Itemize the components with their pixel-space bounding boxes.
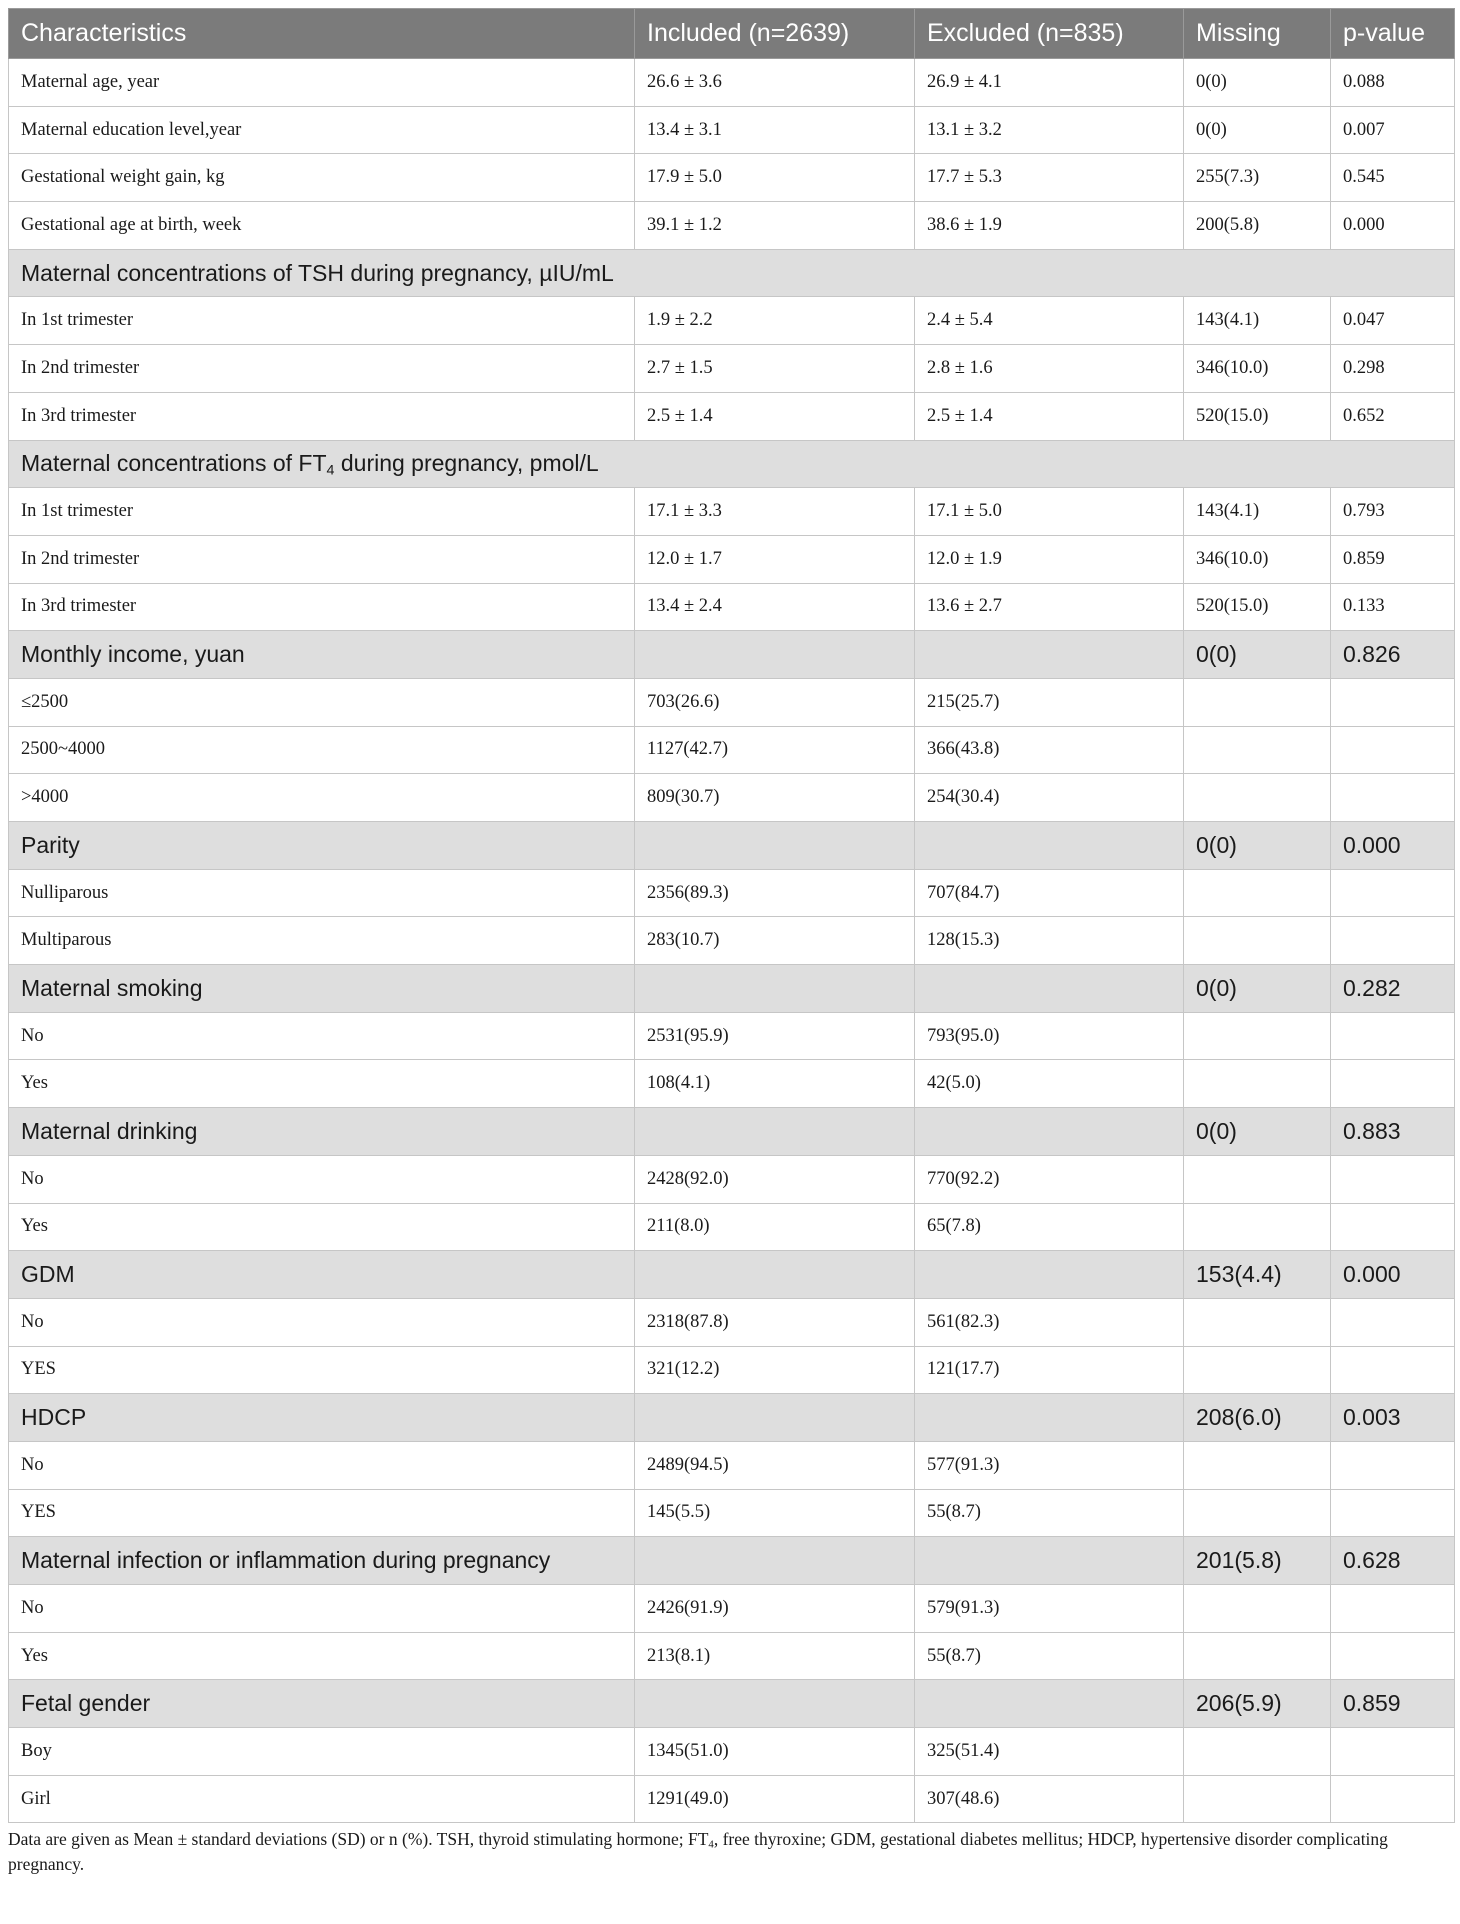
table-header-row bbox=[9, 9, 1455, 59]
cell-p-value bbox=[1331, 678, 1455, 726]
cell-excluded: 325(51.4) bbox=[915, 1728, 1184, 1776]
cell-excluded: 13.1 ± 3.2 bbox=[915, 106, 1184, 154]
cell-included bbox=[635, 1108, 915, 1156]
cell-p-value bbox=[1331, 774, 1455, 822]
cell-p-value: 0.000 bbox=[1331, 822, 1455, 870]
cell-excluded bbox=[915, 822, 1184, 870]
section-row bbox=[9, 440, 1455, 488]
cell-included bbox=[635, 1251, 915, 1299]
cell-p-value bbox=[1331, 1346, 1455, 1394]
footnote-text: Data are given as Mean ± standard deviations (SD) or n (%). TSH, thyroid stimulating hormone; FT bbox=[8, 1829, 709, 1850]
table-row bbox=[9, 1060, 1455, 1108]
cell-p-value bbox=[1331, 1203, 1455, 1251]
section-label: Maternal concentrations of TSH during pregnancy, µIU/mL bbox=[9, 249, 1455, 297]
cell-excluded: 307(48.6) bbox=[915, 1775, 1184, 1823]
cell-included: 108(4.1) bbox=[635, 1060, 915, 1108]
cell-characteristic: No bbox=[9, 1585, 635, 1633]
cell-characteristic: Multiparous bbox=[9, 917, 635, 965]
cell-p-value: 0.652 bbox=[1331, 392, 1455, 440]
cell-excluded: 38.6 ± 1.9 bbox=[915, 202, 1184, 250]
cell-included bbox=[635, 1680, 915, 1728]
cell-included: 703(26.6) bbox=[635, 678, 915, 726]
table-row bbox=[9, 202, 1455, 250]
header-characteristics: Characteristics bbox=[9, 9, 635, 59]
cell-included: 1345(51.0) bbox=[635, 1728, 915, 1776]
header-included: Included (n=2639) bbox=[635, 9, 915, 59]
table-row bbox=[9, 726, 1455, 774]
cell-missing: 0(0) bbox=[1184, 1108, 1331, 1156]
cell-missing: 0(0) bbox=[1184, 106, 1331, 154]
cell-excluded: 215(25.7) bbox=[915, 678, 1184, 726]
cell-missing: 206(5.9) bbox=[1184, 1680, 1331, 1728]
table-row bbox=[9, 1728, 1455, 1776]
cell-characteristic: Maternal education level,year bbox=[9, 106, 635, 154]
cell-excluded: 121(17.7) bbox=[915, 1346, 1184, 1394]
cell-p-value: 0.859 bbox=[1331, 535, 1455, 583]
cell-characteristic: Maternal age, year bbox=[9, 59, 635, 107]
cell-excluded bbox=[915, 1537, 1184, 1585]
cell-missing bbox=[1184, 1489, 1331, 1537]
cell-missing bbox=[1184, 1060, 1331, 1108]
cell-characteristic: In 1st trimester bbox=[9, 297, 635, 345]
table-body bbox=[9, 59, 1455, 1823]
section-label-part: during pregnancy, pmol/L bbox=[334, 450, 599, 477]
cell-characteristic: No bbox=[9, 1441, 635, 1489]
cell-missing bbox=[1184, 917, 1331, 965]
cell-missing bbox=[1184, 1775, 1331, 1823]
cell-excluded: 793(95.0) bbox=[915, 1012, 1184, 1060]
section-label-subscript: 4 bbox=[326, 462, 335, 479]
table-row bbox=[9, 1775, 1455, 1823]
cell-characteristic: No bbox=[9, 1012, 635, 1060]
cell-characteristic: No bbox=[9, 1298, 635, 1346]
cell-included: 1.9 ± 2.2 bbox=[635, 297, 915, 345]
cell-included: 2.7 ± 1.5 bbox=[635, 345, 915, 393]
table-container bbox=[8, 8, 1454, 1877]
cell-characteristic: Fetal gender bbox=[9, 1680, 635, 1728]
cell-excluded: 26.9 ± 4.1 bbox=[915, 59, 1184, 107]
cell-characteristic: In 2nd trimester bbox=[9, 345, 635, 393]
cell-missing bbox=[1184, 1585, 1331, 1633]
cell-included: 13.4 ± 2.4 bbox=[635, 583, 915, 631]
cell-missing bbox=[1184, 1203, 1331, 1251]
cell-p-value bbox=[1331, 1012, 1455, 1060]
cell-characteristic: Yes bbox=[9, 1632, 635, 1680]
table-row bbox=[9, 535, 1455, 583]
cell-missing bbox=[1184, 1298, 1331, 1346]
cell-missing bbox=[1184, 774, 1331, 822]
cell-p-value bbox=[1331, 726, 1455, 774]
cell-characteristic: ≤2500 bbox=[9, 678, 635, 726]
table-row bbox=[9, 1489, 1455, 1537]
cell-p-value: 0.545 bbox=[1331, 154, 1455, 202]
cell-missing: 255(7.3) bbox=[1184, 154, 1331, 202]
cell-characteristic: Monthly income, yuan bbox=[9, 631, 635, 679]
cell-missing: 0(0) bbox=[1184, 59, 1331, 107]
cell-missing: 0(0) bbox=[1184, 631, 1331, 679]
characteristics-table bbox=[8, 8, 1455, 1823]
header-excluded: Excluded (n=835) bbox=[915, 9, 1184, 59]
footnote-subscript: 4 bbox=[708, 1839, 714, 1852]
table-row bbox=[9, 1012, 1455, 1060]
cell-p-value bbox=[1331, 1775, 1455, 1823]
cell-excluded: 12.0 ± 1.9 bbox=[915, 535, 1184, 583]
cell-p-value bbox=[1331, 1728, 1455, 1776]
table-row bbox=[9, 678, 1455, 726]
cell-missing: 346(10.0) bbox=[1184, 345, 1331, 393]
cell-excluded: 65(7.8) bbox=[915, 1203, 1184, 1251]
cell-characteristic: GDM bbox=[9, 1251, 635, 1299]
cell-included: 2318(87.8) bbox=[635, 1298, 915, 1346]
cell-p-value: 0.793 bbox=[1331, 488, 1455, 536]
cell-missing: 520(15.0) bbox=[1184, 392, 1331, 440]
table-row bbox=[9, 774, 1455, 822]
table-row bbox=[9, 917, 1455, 965]
section-row bbox=[9, 1108, 1455, 1156]
table-row bbox=[9, 154, 1455, 202]
cell-characteristic: Yes bbox=[9, 1060, 635, 1108]
section-row bbox=[9, 1680, 1455, 1728]
cell-included: 12.0 ± 1.7 bbox=[635, 535, 915, 583]
section-row bbox=[9, 631, 1455, 679]
cell-excluded: 2.5 ± 1.4 bbox=[915, 392, 1184, 440]
cell-missing: 520(15.0) bbox=[1184, 583, 1331, 631]
cell-included bbox=[635, 1537, 915, 1585]
cell-included: 2531(95.9) bbox=[635, 1012, 915, 1060]
cell-excluded bbox=[915, 965, 1184, 1013]
cell-p-value: 0.628 bbox=[1331, 1537, 1455, 1585]
cell-excluded: 2.4 ± 5.4 bbox=[915, 297, 1184, 345]
cell-p-value: 0.133 bbox=[1331, 583, 1455, 631]
cell-excluded bbox=[915, 1251, 1184, 1299]
cell-missing: 143(4.1) bbox=[1184, 488, 1331, 536]
header-p-value: p-value bbox=[1331, 9, 1455, 59]
cell-included: 283(10.7) bbox=[635, 917, 915, 965]
cell-included: 321(12.2) bbox=[635, 1346, 915, 1394]
cell-included: 1291(49.0) bbox=[635, 1775, 915, 1823]
cell-p-value: 0.883 bbox=[1331, 1108, 1455, 1156]
cell-p-value: 0.298 bbox=[1331, 345, 1455, 393]
cell-characteristic: HDCP bbox=[9, 1394, 635, 1442]
section-row bbox=[9, 965, 1455, 1013]
cell-characteristic: Yes bbox=[9, 1203, 635, 1251]
cell-excluded: 42(5.0) bbox=[915, 1060, 1184, 1108]
cell-included bbox=[635, 965, 915, 1013]
cell-included: 39.1 ± 1.2 bbox=[635, 202, 915, 250]
cell-missing: 0(0) bbox=[1184, 965, 1331, 1013]
cell-included: 2426(91.9) bbox=[635, 1585, 915, 1633]
cell-p-value: 0.859 bbox=[1331, 1680, 1455, 1728]
section-row bbox=[9, 1251, 1455, 1299]
cell-characteristic: In 3rd trimester bbox=[9, 392, 635, 440]
cell-missing bbox=[1184, 1632, 1331, 1680]
table-row bbox=[9, 1346, 1455, 1394]
cell-p-value bbox=[1331, 1632, 1455, 1680]
cell-p-value: 0.003 bbox=[1331, 1394, 1455, 1442]
section-row bbox=[9, 249, 1455, 297]
footnote-text-rest: , free thyroxine; GDM, gestational diabetes mellitus; HDCP, hypertensive disorder complicating pregnancy. bbox=[8, 1829, 1388, 1875]
cell-p-value: 0.282 bbox=[1331, 965, 1455, 1013]
section-label bbox=[9, 440, 1455, 488]
cell-p-value bbox=[1331, 1489, 1455, 1537]
cell-missing: 200(5.8) bbox=[1184, 202, 1331, 250]
cell-missing: 346(10.0) bbox=[1184, 535, 1331, 583]
cell-included: 213(8.1) bbox=[635, 1632, 915, 1680]
cell-p-value: 0.088 bbox=[1331, 59, 1455, 107]
table-footnote bbox=[8, 1827, 1454, 1877]
cell-included bbox=[635, 1394, 915, 1442]
header-missing: Missing bbox=[1184, 9, 1331, 59]
cell-missing: 208(6.0) bbox=[1184, 1394, 1331, 1442]
cell-p-value bbox=[1331, 1060, 1455, 1108]
cell-characteristic: 2500~4000 bbox=[9, 726, 635, 774]
cell-included: 26.6 ± 3.6 bbox=[635, 59, 915, 107]
cell-excluded: 2.8 ± 1.6 bbox=[915, 345, 1184, 393]
cell-excluded: 128(15.3) bbox=[915, 917, 1184, 965]
table-row bbox=[9, 1298, 1455, 1346]
cell-excluded: 707(84.7) bbox=[915, 869, 1184, 917]
cell-missing: 153(4.4) bbox=[1184, 1251, 1331, 1299]
table-row bbox=[9, 583, 1455, 631]
cell-included: 17.9 ± 5.0 bbox=[635, 154, 915, 202]
cell-characteristic: Gestational weight gain, kg bbox=[9, 154, 635, 202]
cell-p-value bbox=[1331, 1441, 1455, 1489]
table-row bbox=[9, 1441, 1455, 1489]
cell-characteristic: Maternal smoking bbox=[9, 965, 635, 1013]
cell-p-value bbox=[1331, 1585, 1455, 1633]
table-row bbox=[9, 106, 1455, 154]
cell-p-value bbox=[1331, 917, 1455, 965]
cell-characteristic: Maternal infection or inflammation during pregnancy bbox=[9, 1537, 635, 1585]
cell-excluded: 17.1 ± 5.0 bbox=[915, 488, 1184, 536]
cell-included: 2.5 ± 1.4 bbox=[635, 392, 915, 440]
cell-characteristic: YES bbox=[9, 1346, 635, 1394]
cell-excluded: 366(43.8) bbox=[915, 726, 1184, 774]
cell-characteristic: Boy bbox=[9, 1728, 635, 1776]
section-label-part: Maternal concentrations of FT bbox=[21, 450, 327, 477]
cell-p-value: 0.000 bbox=[1331, 202, 1455, 250]
cell-included: 211(8.0) bbox=[635, 1203, 915, 1251]
cell-missing bbox=[1184, 1346, 1331, 1394]
cell-excluded bbox=[915, 1394, 1184, 1442]
cell-included: 145(5.5) bbox=[635, 1489, 915, 1537]
cell-included: 1127(42.7) bbox=[635, 726, 915, 774]
cell-excluded bbox=[915, 1108, 1184, 1156]
cell-characteristic: Nulliparous bbox=[9, 869, 635, 917]
cell-missing: 201(5.8) bbox=[1184, 1537, 1331, 1585]
cell-excluded: 17.7 ± 5.3 bbox=[915, 154, 1184, 202]
cell-characteristic: No bbox=[9, 1155, 635, 1203]
table-row bbox=[9, 1155, 1455, 1203]
cell-missing bbox=[1184, 1012, 1331, 1060]
cell-excluded: 770(92.2) bbox=[915, 1155, 1184, 1203]
table-row bbox=[9, 1632, 1455, 1680]
cell-missing bbox=[1184, 1155, 1331, 1203]
table-row bbox=[9, 1585, 1455, 1633]
cell-characteristic: Maternal drinking bbox=[9, 1108, 635, 1156]
cell-excluded: 579(91.3) bbox=[915, 1585, 1184, 1633]
cell-excluded bbox=[915, 631, 1184, 679]
cell-characteristic: In 2nd trimester bbox=[9, 535, 635, 583]
cell-excluded: 55(8.7) bbox=[915, 1632, 1184, 1680]
cell-p-value: 0.047 bbox=[1331, 297, 1455, 345]
cell-excluded: 254(30.4) bbox=[915, 774, 1184, 822]
cell-p-value: 0.000 bbox=[1331, 1251, 1455, 1299]
cell-included: 13.4 ± 3.1 bbox=[635, 106, 915, 154]
cell-included bbox=[635, 631, 915, 679]
cell-missing: 143(4.1) bbox=[1184, 297, 1331, 345]
cell-characteristic: Gestational age at birth, week bbox=[9, 202, 635, 250]
table-row bbox=[9, 869, 1455, 917]
table-row bbox=[9, 1203, 1455, 1251]
cell-excluded: 55(8.7) bbox=[915, 1489, 1184, 1537]
cell-included: 2489(94.5) bbox=[635, 1441, 915, 1489]
cell-excluded: 577(91.3) bbox=[915, 1441, 1184, 1489]
cell-characteristic: YES bbox=[9, 1489, 635, 1537]
cell-p-value: 0.007 bbox=[1331, 106, 1455, 154]
cell-excluded bbox=[915, 1680, 1184, 1728]
table-row bbox=[9, 392, 1455, 440]
cell-p-value bbox=[1331, 1155, 1455, 1203]
cell-characteristic: >4000 bbox=[9, 774, 635, 822]
cell-included: 17.1 ± 3.3 bbox=[635, 488, 915, 536]
table-row bbox=[9, 488, 1455, 536]
table-row bbox=[9, 345, 1455, 393]
cell-characteristic: In 1st trimester bbox=[9, 488, 635, 536]
cell-p-value: 0.826 bbox=[1331, 631, 1455, 679]
cell-included: 2428(92.0) bbox=[635, 1155, 915, 1203]
cell-included: 2356(89.3) bbox=[635, 869, 915, 917]
section-row bbox=[9, 822, 1455, 870]
cell-characteristic: Parity bbox=[9, 822, 635, 870]
cell-missing: 0(0) bbox=[1184, 822, 1331, 870]
cell-missing bbox=[1184, 1728, 1331, 1776]
table-row bbox=[9, 59, 1455, 107]
cell-p-value bbox=[1331, 869, 1455, 917]
cell-excluded: 561(82.3) bbox=[915, 1298, 1184, 1346]
cell-missing bbox=[1184, 1441, 1331, 1489]
table-row bbox=[9, 297, 1455, 345]
cell-missing bbox=[1184, 869, 1331, 917]
cell-missing bbox=[1184, 726, 1331, 774]
cell-included bbox=[635, 822, 915, 870]
cell-missing bbox=[1184, 678, 1331, 726]
cell-included: 809(30.7) bbox=[635, 774, 915, 822]
cell-excluded: 13.6 ± 2.7 bbox=[915, 583, 1184, 631]
cell-characteristic: In 3rd trimester bbox=[9, 583, 635, 631]
cell-p-value bbox=[1331, 1298, 1455, 1346]
section-row bbox=[9, 1537, 1455, 1585]
cell-characteristic: Girl bbox=[9, 1775, 635, 1823]
section-row bbox=[9, 1394, 1455, 1442]
